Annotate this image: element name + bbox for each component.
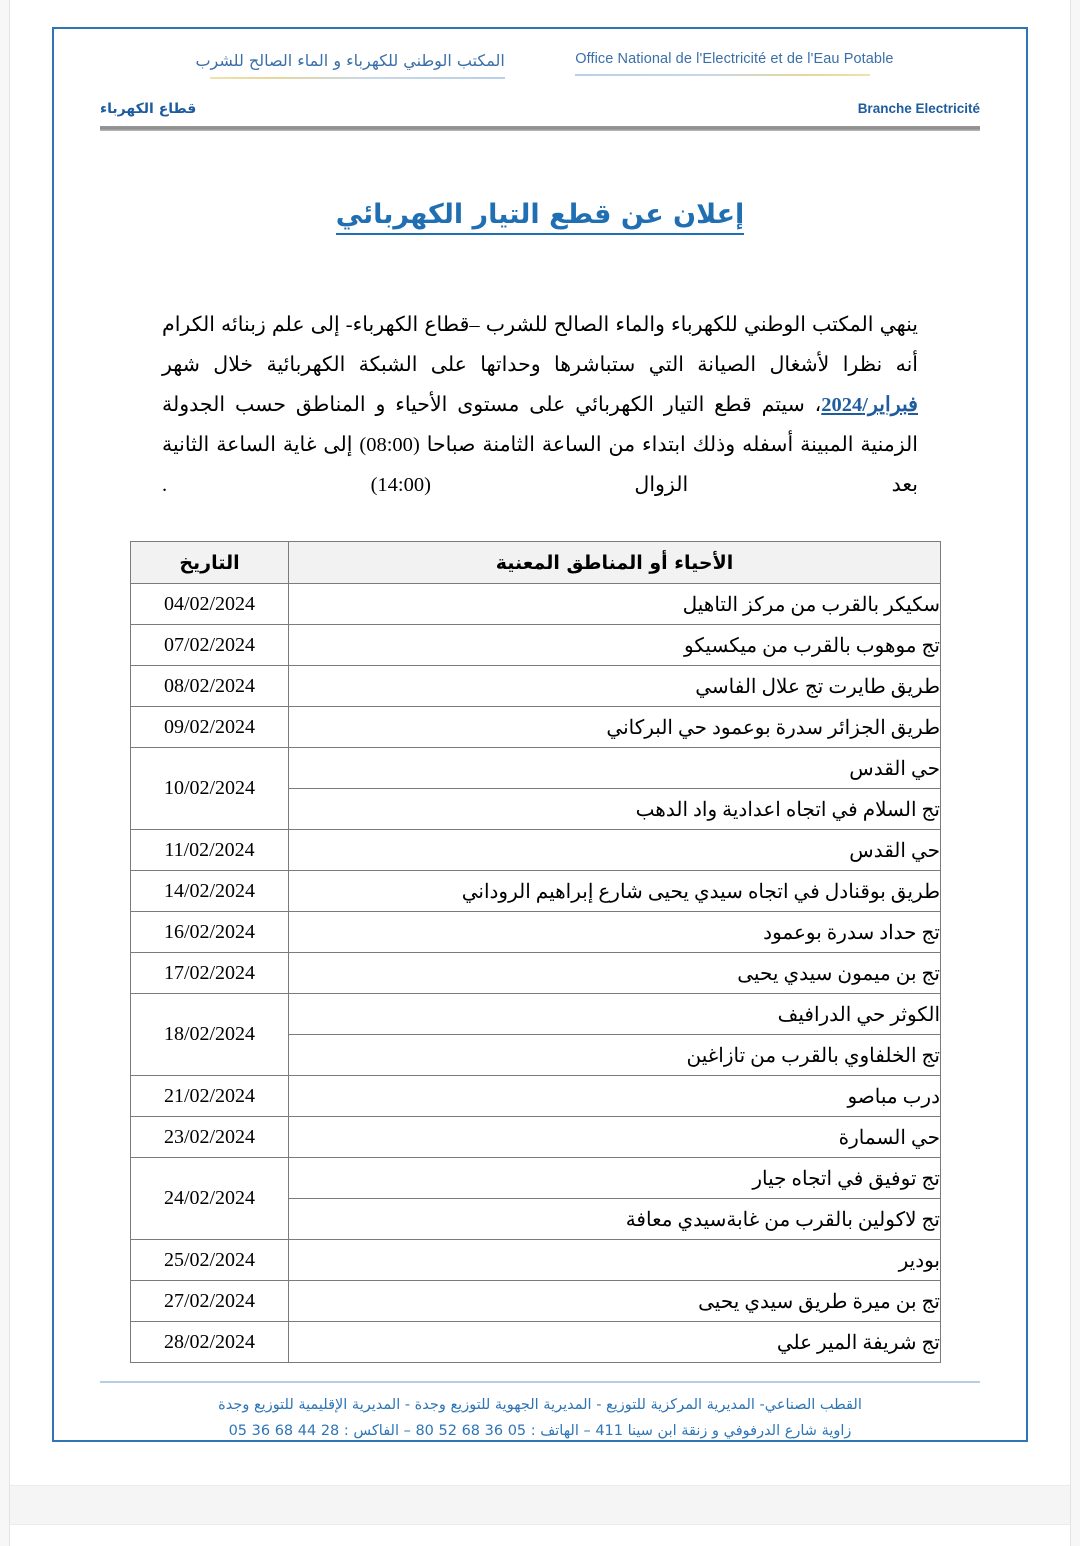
cell-area: درب مباصو <box>289 1076 941 1117</box>
table-row <box>131 584 941 625</box>
header-branch-row <box>100 101 980 117</box>
cell-area: تج حداد سدرة بوعمود <box>289 912 941 953</box>
branch-label-arabic: قطاع الكهرباء <box>100 101 197 117</box>
cell-area: حي القدس <box>289 830 941 871</box>
cell-date: 04/02/2024 <box>131 584 289 625</box>
cell-date: 21/02/2024 <box>131 1076 289 1117</box>
cell-date: 14/02/2024 <box>131 871 289 912</box>
cell-area: طريق بوقنادل في اتجاه سيدي يحيى شارع إبراهيم الروداني <box>289 871 941 912</box>
cell-area: سكيكر بالقرب من مركز التاهيل <box>289 584 941 625</box>
announcement-paragraph <box>162 305 918 505</box>
cell-area: بودير <box>289 1240 941 1281</box>
cell-area: تج توفيق في اتجاه جيار <box>289 1158 941 1199</box>
branch-label-french: Branche Electricité <box>857 101 980 116</box>
cell-date: 25/02/2024 <box>131 1240 289 1281</box>
cell-date: 23/02/2024 <box>131 1117 289 1158</box>
page-gutter-right <box>1070 0 1080 1546</box>
table-row <box>131 830 941 871</box>
cell-date: 08/02/2024 <box>131 666 289 707</box>
table-row <box>131 666 941 707</box>
document-page <box>52 27 1028 1442</box>
cell-date: 16/02/2024 <box>131 912 289 953</box>
cell-area: طريق الجزائر سدرة بوعمود حي البركاني <box>289 707 941 748</box>
outage-schedule-table <box>130 541 941 1363</box>
cell-area: تج لاكولين بالقرب من غابةسيدي معافة <box>289 1199 941 1240</box>
cell-area: حي القدس <box>289 748 941 789</box>
cell-area: تج موهوب بالقرب من ميكسيكو <box>289 625 941 666</box>
table-row <box>131 1322 941 1363</box>
column-header-areas: الأحياء أو المناطق المعنية <box>289 542 941 584</box>
org-name-french: Office National de l'Electricité et de l'Eau Potable <box>575 51 894 67</box>
document-header <box>54 29 1026 117</box>
table-row <box>131 707 941 748</box>
table-row <box>131 1240 941 1281</box>
month-highlight: فبراير/2024 <box>821 394 918 416</box>
cell-date: 17/02/2024 <box>131 953 289 994</box>
table-body <box>131 584 941 1363</box>
cell-area: طريق طايرت تج علال الفاسي <box>289 666 941 707</box>
cell-date: 07/02/2024 <box>131 625 289 666</box>
cell-date: 28/02/2024 <box>131 1322 289 1363</box>
table-row <box>131 1117 941 1158</box>
table-row <box>131 994 941 1035</box>
cell-area: حي السمارة <box>289 1117 941 1158</box>
header-org-french <box>575 51 980 76</box>
table-row <box>131 625 941 666</box>
table-row <box>131 1076 941 1117</box>
cell-date: 10/02/2024 <box>131 748 289 830</box>
paragraph-part-1: ينهي المكتب الوطني للكهرباء والماء الصالح للشرب –قطاع الكهرباء- إلى علم زبنائه الكرام أنه نظرا لأشغال الصيانة التي ستباشرها وحداتها على الشبكة الكهربائية خلال شهر <box>162 314 918 376</box>
table-header-row <box>131 542 941 584</box>
cell-date: 18/02/2024 <box>131 994 289 1076</box>
table-row <box>131 1158 941 1199</box>
table-row <box>131 871 941 912</box>
cell-date: 11/02/2024 <box>131 830 289 871</box>
cell-area: تج بن ميمون سيدي يحيى <box>289 953 941 994</box>
table-head <box>131 542 941 584</box>
page-title <box>54 199 1026 230</box>
header-org-arabic <box>100 51 505 79</box>
footer-line-2: زاوية شارع الدرفوفي و زنقة ابن سينا 411 – الهاتف : 05 36 68 52 80 – الفاكس : 28 44 68 36 05 <box>228 1423 852 1439</box>
table-row <box>131 953 941 994</box>
below-page-band <box>10 1485 1070 1525</box>
header-rule-arabic <box>210 77 505 79</box>
cell-date: 09/02/2024 <box>131 707 289 748</box>
page-title-text: إعلان عن قطع التيار الكهربائي <box>336 199 745 235</box>
cell-area: تج السلام في اتجاه اعدادية واد الدهب <box>289 789 941 830</box>
table-row <box>131 748 941 789</box>
outage-table-wrapper <box>163 541 941 1363</box>
column-header-date: التاريخ <box>131 542 289 584</box>
page-gutter-left <box>0 0 10 1546</box>
table-row <box>131 912 941 953</box>
paragraph-part-2: ، سيتم قطع التيار الكهربائي على مستوى الأحياء و المناطق حسب الجدولة الزمنية المبينة أسفله وذلك ابتداء من الساعة الثامنة صباحا (08:00) إلى غاية الساعة الثانية بعد الزوال (14:00) . <box>162 394 918 496</box>
header-rule-french <box>575 74 870 76</box>
org-name-arabic: المكتب الوطني للكهرباء و الماء الصالح للشرب <box>195 51 505 70</box>
table-row <box>131 1281 941 1322</box>
header-separator-bar <box>100 126 980 131</box>
cell-area: تج شريفة المير علي <box>289 1322 941 1363</box>
cell-area: تج الخلفاوي بالقرب من تازاغين <box>289 1035 941 1076</box>
footer-line-1: القطب الصناعي- المديرية المركزية للتوزيع - المديرية الجهوية للتوزيع وجدة - المديرية الإقليمية للتوزيع وجدة <box>218 1397 862 1413</box>
cell-date: 24/02/2024 <box>131 1158 289 1240</box>
cell-area: تج بن ميرة طريق سيدي يحيى <box>289 1281 941 1322</box>
cell-area: الكوثر حي الدرافيف <box>289 994 941 1035</box>
header-org-row <box>100 51 980 79</box>
document-footer <box>100 1392 980 1444</box>
footer-separator <box>100 1381 980 1383</box>
cell-date: 27/02/2024 <box>131 1281 289 1322</box>
